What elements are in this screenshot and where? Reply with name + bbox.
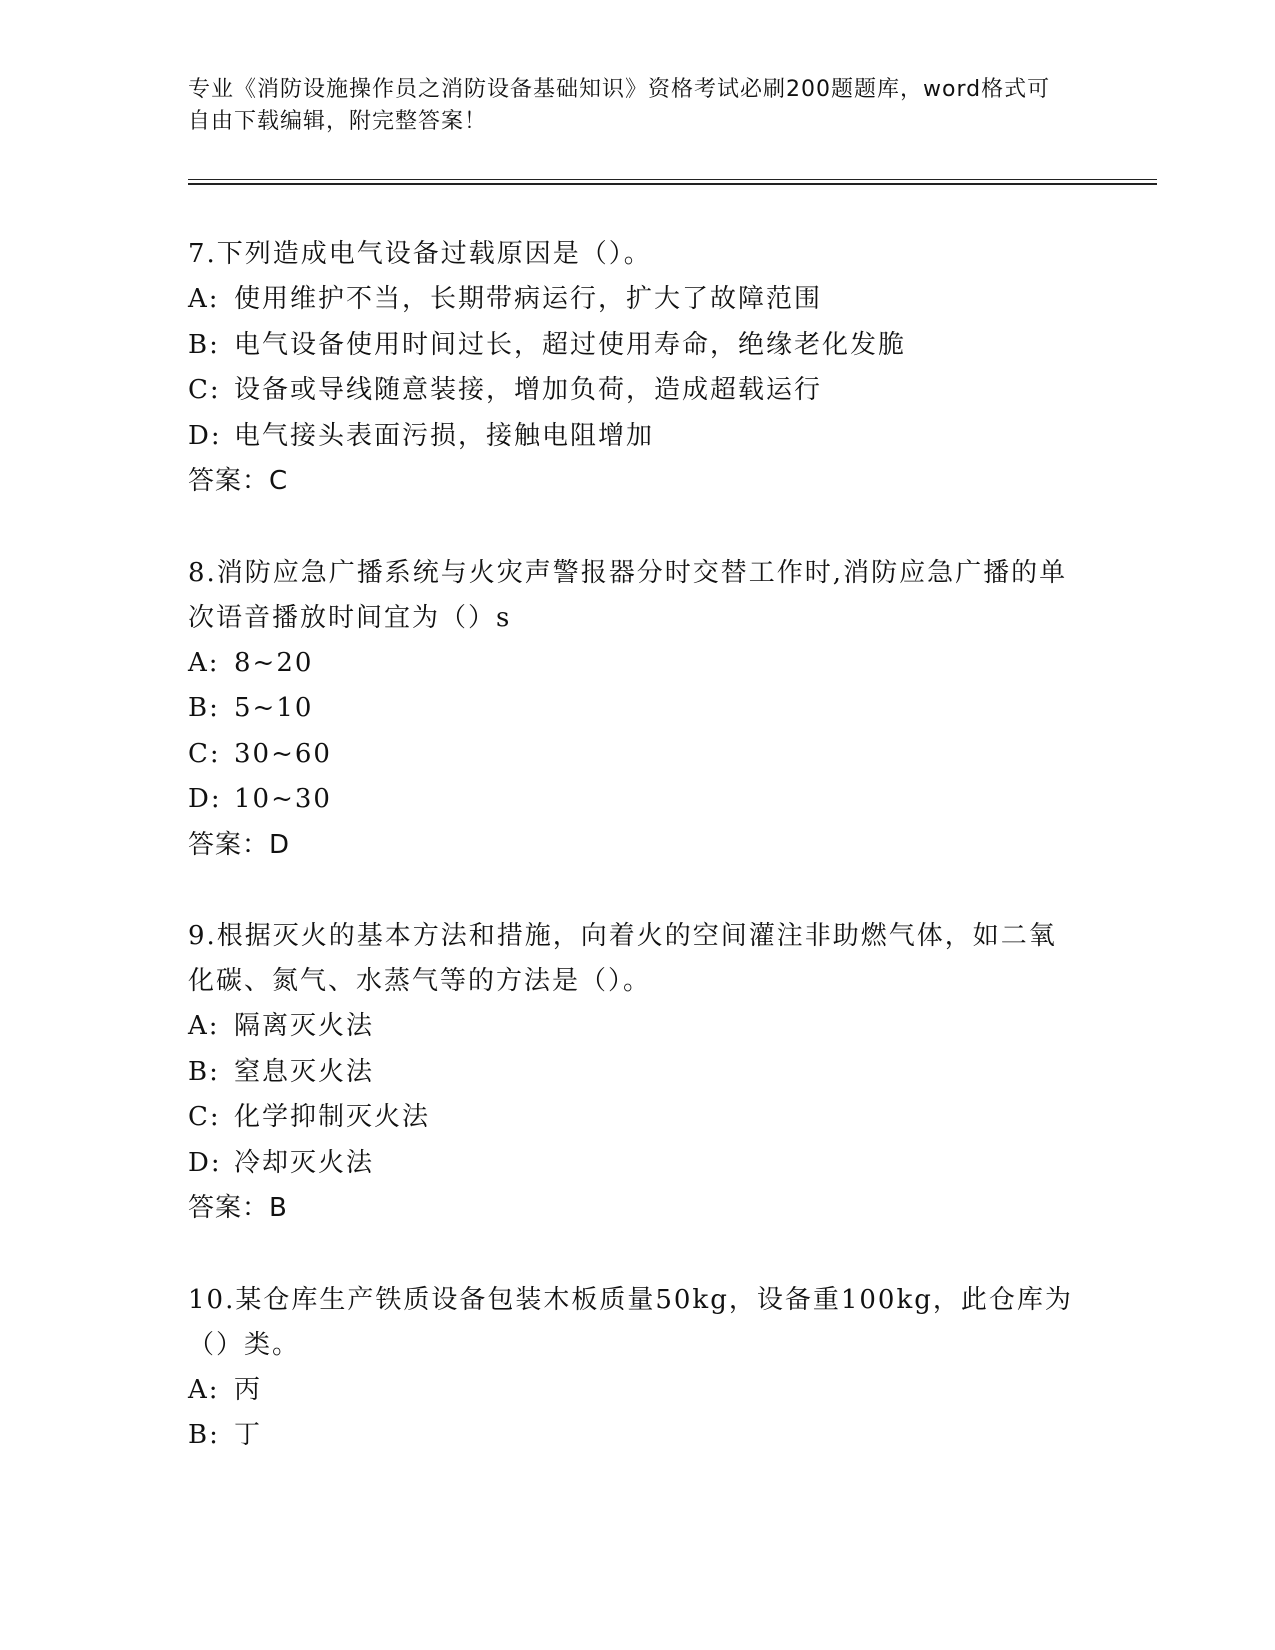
option-text: 窒息灭火法 [234,1056,375,1087]
option-b [188,686,1088,732]
option-a [188,1004,1088,1050]
option-letter: D: [188,420,222,451]
question-text: 8.消防应急广播系统与火灾声警报器分时交替工作时,消防应急广播的单次语音播放时间宜为（）s [188,557,1068,633]
option-letter: A: [188,1374,220,1405]
option-text: 30~60 [234,738,332,769]
document-header: 专业《消防设施操作员之消防设备基础知识》资格考试必刷200题题库，word格式可自由下载编辑，附完整答案！ [188,77,1051,134]
option-letter: B: [188,329,220,360]
header-divider-thin [188,179,1157,180]
option-text: 10~30 [234,784,332,814]
question-8 [188,551,1088,869]
option-letter: A: [188,1011,220,1041]
option-text: 5~10 [234,693,314,723]
option-c [188,368,1088,414]
header-divider-thick [188,183,1157,185]
option-text: 丙 [234,1374,263,1405]
option-d [188,414,1088,460]
question-10 [188,1278,1088,1459]
option-letter: D: [188,784,222,814]
option-a [188,1368,1088,1414]
option-text: 8~20 [234,647,314,678]
option-c [188,1095,1088,1141]
question-list [188,232,1088,1505]
option-c [188,732,1088,778]
option-letter: C: [188,375,221,405]
option-d [188,1141,1088,1187]
option-text: 使用维护不当，长期带病运行，扩大了故障范围 [234,284,823,314]
option-b [188,1050,1088,1096]
answer-line: 答案：D [188,829,291,860]
option-b [188,323,1088,369]
option-text: 化学抑制灭火法 [234,1102,431,1132]
option-text: 隔离灭火法 [234,1011,375,1041]
option-letter: C: [188,1102,221,1132]
option-text: 电气接头表面污损，接触电阻增加 [234,420,655,451]
question-text: 10.某仓库生产铁质设备包装木板质量50kg，设备重100kg，此仓库为（）类。 [188,1284,1073,1360]
option-a [188,277,1088,323]
option-text: 丁 [234,1420,263,1450]
option-text: 设备或导线随意装接，增加负荷，造成超载运行 [234,375,823,405]
option-letter: A: [188,284,220,314]
option-letter: C: [188,738,221,769]
option-a [188,641,1088,687]
answer-line: 答案：C [188,466,289,496]
question-7 [188,232,1088,505]
question-9 [188,914,1088,1232]
option-b [188,1413,1088,1459]
option-text: 冷却灭火法 [234,1147,375,1178]
option-letter: B: [188,693,220,723]
option-letter: D: [188,1147,222,1178]
question-text: 7.下列造成电气设备过载原因是（）。 [188,239,652,269]
answer-line: 答案：B [188,1193,288,1223]
question-text: 9.根据灭火的基本方法和措施，向着火的空间灌注非助燃气体，如二氧化碳、氮气、水蒸气等的方法是（）。 [188,921,1057,996]
option-letter: A: [188,647,220,678]
option-letter: B: [188,1056,220,1087]
option-letter: B: [188,1420,220,1450]
option-text: 电气设备使用时间过长，超过使用寿命，绝缘老化发脆 [234,329,907,360]
option-d [188,777,1088,823]
